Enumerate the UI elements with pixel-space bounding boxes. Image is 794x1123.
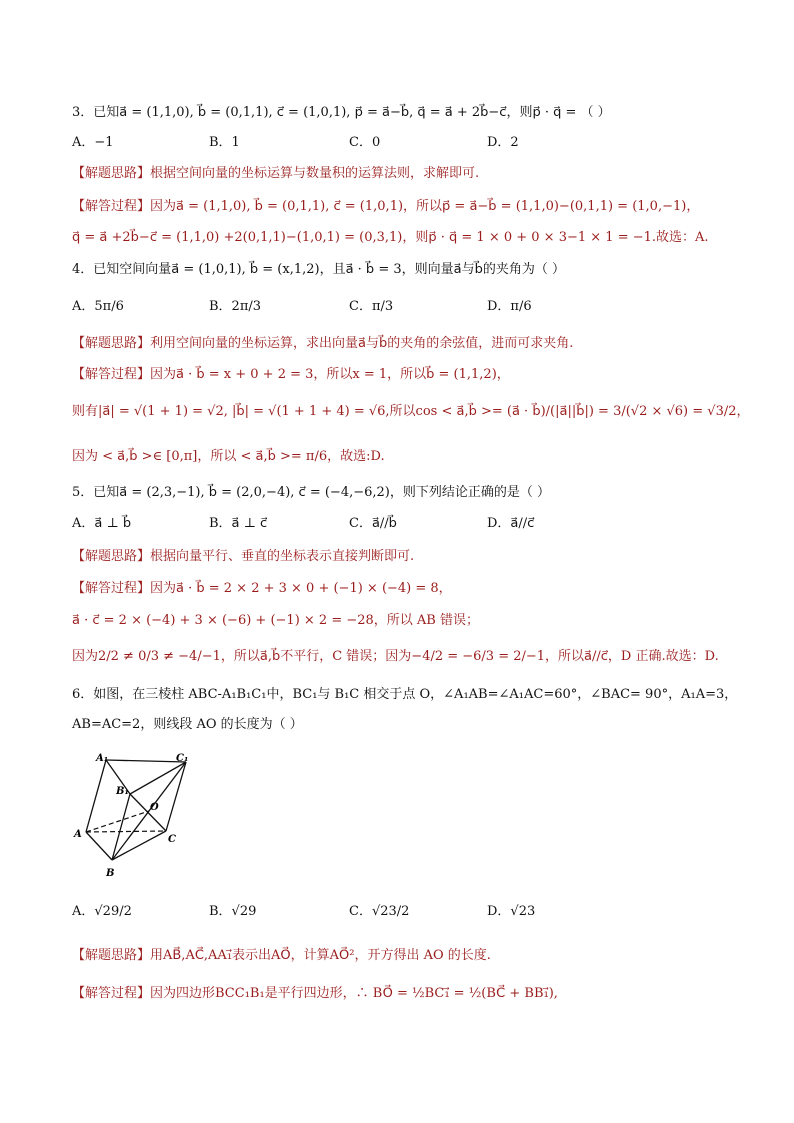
edge-a1-c1 [106,760,186,762]
segment-a-o [86,811,149,832]
q6-option-a: A．√29/2 [72,904,132,919]
label-b1: B₁ [116,786,129,797]
label-c: C [168,834,176,845]
label-a1: A₁ [96,753,109,764]
prism-figure [68,752,188,880]
q4-option-d: D．π/6 [487,299,532,314]
q5-solution-step-1: 【解答过程】因为a⃗ · b⃗ = 2 × 2 + 3 × 0 + (−1) × (−4) = 8， [72,581,452,596]
q3-option-c: C．0 [349,135,381,150]
label-b: B [106,868,115,879]
q3-stem: 3．已知a⃗ = (1,1,0), b⃗ = (0,1,1), c⃗ = (1,0,1), p⃗ = a⃗−b⃗, q⃗ = a⃗ + 2b⃗−c⃗，则p⃗ · q⃗ = （ ） [72,105,611,120]
q4-solution-step-3: 因为 < a⃗,b⃗ >∈ [0,π]，所以 < a⃗,b⃗ >= π/6，故选:D. [72,449,385,464]
q6-option-b: B．√29 [209,904,257,919]
q4-solution-idea: 【解题思路】利用空间向量的坐标运算，求出向量a⃗与b⃗的夹角的余弦值，进而可求夹角. [72,336,574,351]
q4-stem: 4．已知空间向量a⃗ = (1,0,1), b⃗ = (x,1,2)，且a⃗ · b⃗ = 3，则向量a⃗与b⃗的夹角为（ ） [72,262,565,277]
edge-a-c-hidden [86,831,166,832]
edge-a1-a [86,760,106,832]
q5-option-b: B．a⃗ ⊥ c⃗ [209,516,268,531]
q6-stem-line-1: 6．如图，在三棱柱 ABC-A₁B₁C₁中，BC₁与 B₁C 相交于点 O，∠A₁AB=∠A₁AC=60°，∠BAC= 90°，A₁A=3， [72,687,738,702]
q6-solution-step-1: 【解答过程】因为四边形BCC₁B₁是平行四边形，∴ BO⃗ = ½BC₁⃗ = ½(BC⃗ + BB₁⃗), [72,986,558,1001]
q5-solution-idea: 【解题思路】根据向量平行、垂直的坐标表示直接判断即可. [72,549,415,564]
edge-a-b [86,832,112,860]
label-o: O [150,802,159,813]
q4-option-c: C．π/3 [349,299,394,314]
q5-option-c: C．a⃗//b⃗ [349,516,397,531]
edge-b1-b [112,794,130,860]
q3-solution-step-1: 【解答过程】因为a⃗ = (1,1,0), b⃗ = (0,1,1), c⃗ = (1,0,1)，所以p⃗ = a⃗−b⃗ = (1,1,0)−(0,1,1) = (1,0,−1)， [72,199,700,214]
q6-option-d: D．√23 [487,904,536,919]
q3-option-a: A．−1 [72,135,114,150]
q6-solution-idea: 【解题思路】用AB⃗,AC⃗,AA₁⃗表示出AO⃗，计算AO⃗²，开方得出 AO 的长度. [72,948,491,963]
q3-solution-idea: 【解题思路】根据空间向量的坐标运算与数量积的运算法则，求解即可. [72,166,480,181]
label-a: A [74,829,82,840]
q6-stem-line-2: AB=AC=2，则线段 AO 的长度为（ ） [72,717,303,732]
q4-solution-step-2: 则有|a⃗| = √(1 + 1) = √2, |b⃗| = √(1 + 1 + 4) = √6,所以cos < a⃗,b⃗ >= (a⃗ · b⃗)/(|a⃗||b⃗|) = 3/(√2 × √6) = √3/2， [72,404,750,419]
q5-option-a: A．a⃗ ⊥ b⃗ [72,516,132,531]
q5-option-d: D．a⃗//c⃗ [487,516,535,531]
q3-option-d: D．2 [487,135,519,150]
q4-solution-step-1: 【解答过程】因为a⃗ · b⃗ = x + 0 + 2 = 3，所以x = 1，所以b⃗ = (1,1,2)， [72,367,510,382]
label-c1: C₁ [176,753,188,764]
q3-option-b: B．1 [209,135,240,150]
q5-stem: 5．已知a⃗ = (2,3,−1), b⃗ = (2,0,−4), c⃗ = (−4,−6,2)，则下列结论正确的是（ ） [72,485,551,500]
edge-b-c [112,831,166,860]
q6-option-c: C．√23/2 [349,904,410,919]
q5-solution-step-2: a⃗ · c⃗ = 2 × (−4) + 3 × (−6) + (−1) × 2 = −28，所以 AB 错误； [72,613,479,628]
q4-option-a: A．5π/6 [72,299,124,314]
q3-solution-step-2: q⃗ = a⃗ +2b⃗−c⃗ = (1,1,0) +2(0,1,1)−(1,0,1) = (0,3,1)，则p⃗ · q⃗ = 1 × 0 + 0 × 3−1 × 1 = −1.故选：A. [72,230,709,245]
q5-solution-step-3: 因为2/2 ≠ 0/3 ≠ −4/−1，所以a⃗,b⃗不平行，C 错误；因为−4/2 = −6/3 = 2/−1，所以a⃗//c⃗，D 正确.故选：D. [72,649,719,664]
q4-option-b: B．2π/3 [209,299,262,314]
diagonal-b1-c [130,794,166,831]
